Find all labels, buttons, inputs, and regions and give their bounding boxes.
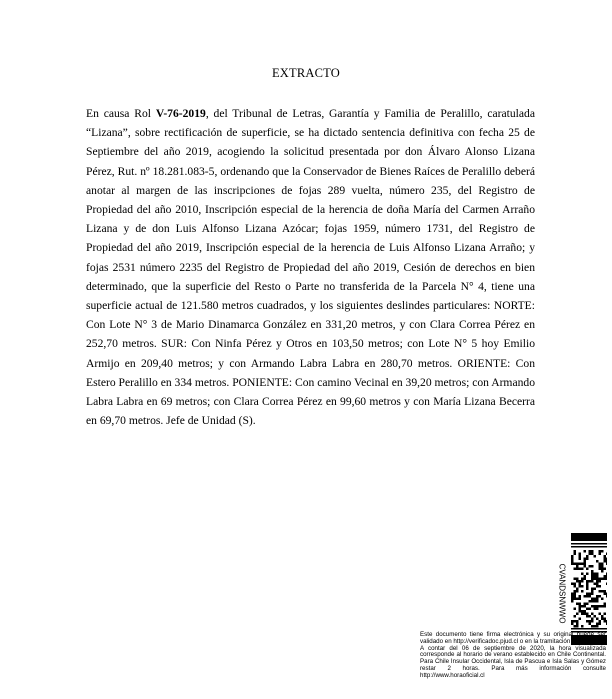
case-number: V-76-2019 [155, 107, 206, 120]
barcode-module [601, 605, 604, 608]
barcode-module [606, 620, 607, 623]
barcode-module [571, 598, 574, 601]
barcode-module [604, 575, 607, 578]
barcode-module [591, 618, 594, 621]
barcode-module [571, 563, 574, 566]
barcode-module [576, 613, 579, 616]
barcode-module [576, 580, 579, 583]
barcode-module [571, 555, 574, 558]
barcode-module [589, 595, 592, 598]
barcode-module [576, 563, 579, 566]
barcode-module [581, 610, 584, 613]
barcode-module [576, 568, 579, 571]
barcode-icon [571, 533, 607, 645]
barcode-module [596, 618, 599, 621]
barcode-module [599, 568, 602, 571]
barcode-module [599, 585, 602, 588]
barcode-module [579, 568, 582, 571]
barcode-module [591, 570, 594, 573]
barcode-module [584, 565, 587, 568]
barcode-module [606, 623, 607, 626]
barcode-module [586, 613, 589, 616]
barcode-module [601, 578, 604, 581]
verification-code [555, 563, 569, 623]
barcode-module [586, 620, 589, 623]
barcode-module [601, 568, 604, 571]
barcode-module [589, 580, 592, 583]
barcode-module [591, 613, 594, 616]
barcode-module [581, 563, 584, 566]
barcode-module [594, 608, 597, 611]
barcode-module [599, 613, 602, 616]
barcode-module [571, 595, 574, 598]
barcode-module [581, 605, 584, 608]
barcode-module [591, 565, 594, 568]
barcode-module [604, 558, 607, 561]
barcode-module [586, 558, 589, 561]
barcode-module [604, 605, 607, 608]
verification-footer [420, 632, 606, 680]
barcode-module [596, 585, 599, 588]
signature-notice: Este documento tiene firma electrónica y su original puede ser validado en http://verificadoc.pjud.cl o en la tramitación de la causa. [420, 631, 606, 645]
timezone-notice: A contar del 06 de septiembre de 2020, la hora visualizada corresponde al horario de verano establecido en Chile Continental. Para Chile Insular Occidental, Isla de Pascua e Isla Salas y Gómez restar 2 horas. Para más información consulte http://www.horaoficial.cl [420, 644, 606, 679]
barcode-module [579, 583, 582, 586]
barcode-module [591, 580, 594, 583]
extract-paragraph [86, 104, 535, 430]
barcode-module [596, 578, 599, 581]
barcode-module [589, 600, 592, 603]
barcode-module [579, 553, 582, 556]
barcode-module [604, 578, 607, 581]
barcode-module [576, 588, 579, 591]
barcode-module [574, 620, 577, 623]
barcode-module [589, 550, 592, 553]
barcode-module [589, 620, 592, 623]
barcode-module [594, 605, 597, 608]
barcode-module [581, 568, 584, 571]
barcode-module [594, 615, 597, 618]
barcode-module [571, 558, 574, 561]
barcode-module [574, 563, 577, 566]
barcode-module [586, 583, 589, 586]
barcode-module [604, 593, 607, 596]
barcode-module [601, 550, 604, 553]
barcode-module [574, 553, 577, 556]
barcode-module [591, 620, 594, 623]
barcode-module [579, 610, 582, 613]
barcode-module [576, 565, 579, 568]
barcode-module [606, 583, 607, 586]
barcode-module [591, 575, 594, 578]
barcode-module [606, 575, 607, 578]
barcode-module [599, 623, 602, 626]
barcode-module [591, 600, 594, 603]
paragraph-prefix: En causa Rol [86, 107, 156, 120]
barcode-module [596, 600, 599, 603]
barcode-module [596, 625, 599, 628]
barcode-module [606, 558, 607, 561]
barcode-module [576, 590, 579, 593]
barcode-module [579, 608, 582, 611]
barcode-module [594, 583, 597, 586]
barcode-module [579, 580, 582, 583]
barcode-module [606, 560, 607, 563]
barcode-module [591, 550, 594, 553]
barcode-module [606, 593, 607, 596]
barcode-module [604, 555, 607, 558]
barcode-module [594, 573, 597, 576]
barcode-module [599, 590, 602, 593]
barcode-module [579, 558, 582, 561]
barcode-module [579, 555, 582, 558]
barcode-module [589, 593, 592, 596]
barcode-module [599, 578, 602, 581]
barcode-module [574, 593, 577, 596]
barcode-module [596, 573, 599, 576]
barcode-module [574, 568, 577, 571]
barcode-module [586, 555, 589, 558]
barcode-module [591, 578, 594, 581]
barcode-module [596, 605, 599, 608]
barcode-module [599, 580, 602, 583]
barcode-module [594, 578, 597, 581]
barcode-module [581, 625, 584, 628]
barcode-module [574, 550, 577, 553]
barcode-module [579, 585, 582, 588]
barcode-module [584, 603, 587, 606]
barcode-module [574, 598, 577, 601]
barcode-module [606, 563, 607, 566]
barcode-module [574, 595, 577, 598]
barcode-module [589, 608, 592, 611]
barcode-module [586, 580, 589, 583]
barcode-module [586, 603, 589, 606]
barcode-module [596, 623, 599, 626]
barcode-module [606, 578, 607, 581]
barcode-module [581, 578, 584, 581]
barcode-module [599, 553, 602, 556]
barcode-module [589, 615, 592, 618]
barcode-module [584, 605, 587, 608]
barcode-module [604, 590, 607, 593]
barcode-module [586, 568, 589, 571]
barcode-module [594, 555, 597, 558]
barcode-module [574, 625, 577, 628]
barcode-module [589, 623, 592, 626]
barcode-module [581, 573, 584, 576]
barcode-module [574, 583, 577, 586]
barcode-module [606, 573, 607, 576]
barcode-module [594, 588, 597, 591]
barcode-module [576, 620, 579, 623]
barcode-module [591, 605, 594, 608]
barcode-module [579, 605, 582, 608]
barcode-module [601, 618, 604, 621]
barcode-module [594, 625, 597, 628]
barcode-module [599, 565, 602, 568]
barcode-module [586, 573, 589, 576]
barcode-module [601, 590, 604, 593]
barcode-module [584, 563, 587, 566]
barcode-module [591, 593, 594, 596]
barcode-module [576, 623, 579, 626]
barcode-module [596, 575, 599, 578]
barcode-module [579, 598, 582, 601]
barcode-module [574, 585, 577, 588]
barcode-module [576, 625, 579, 628]
barcode-module [571, 600, 574, 603]
barcode-module [579, 563, 582, 566]
barcode-module [606, 595, 607, 598]
barcode-module [596, 580, 599, 583]
barcode-module [571, 583, 574, 586]
barcode-module [586, 595, 589, 598]
barcode-module [579, 603, 582, 606]
barcode-module [591, 590, 594, 593]
barcode-module [594, 575, 597, 578]
barcode-module [604, 560, 607, 563]
barcode-module [599, 595, 602, 598]
barcode-module [581, 590, 584, 593]
barcode-module [579, 595, 582, 598]
barcode-module [596, 560, 599, 563]
paragraph-body: , del Tribunal de Letras, Garantía y Familia de Peralillo, caratulada “Lizana”, sobre rectificación de superficie, se ha dictado sentencia definitiva con fecha 25 de Septiembre del año 2019, acogiendo la solicitud presentada por don Álvaro Alonso Lizana Pérez, Rut. nº 18.281.083-5, ordenando que la Conservador de Bienes Raíces de Peralillo deberá anotar al margen de las inscripciones de fojas 289 vuelta, número 235, del Registro de Propiedad del año 2010, Inscripción especial de la herencia de doña María del Carmen Arraño Lizana y de don Luis Alfonso Lizana Azócar; fojas 1959, número 1731, del Registro de Propiedad del año 2019, Inscripción especial de la herencia de Luis Alfonso Lizana Arraño; y fojas 2531 número 2235 del Registro de Propiedad del año 2019, Cesión de derechos en bien determinado, que la superficie del Resto o Parte no transferida de la Parcela N° 4, tiene una superficie actual de 121.580 metros cuadrados, y los siguientes deslindes particulares: NORTE: Con Lote N° 3 de Mario Dinamarca González en 331,20 metros, y con Clara Correa Pérez en 252,70 metros. SUR: Con Ninfa Pérez y Otros en 103,50 metros; con Lote N° 5 hoy Emilio Armijo en 209,40 metros; y con Armando Labra Labra en 280,70 metros. ORIENTE: Con Estero Peralillo en 334 metros. PONIENTE: Con camino Vecinal en 39,20 metros; con Armando Labra Labra en 69 metros; con Clara Correa Pérez en 99,60 metros y con María Lizana Becerra en 69,70 metros. Jefe de Unidad (S). [86, 107, 535, 428]
barcode-module [596, 598, 599, 601]
barcode-module [584, 595, 587, 598]
barcode-module [579, 618, 582, 621]
barcode-module [599, 550, 602, 553]
barcode-module [571, 620, 574, 623]
barcode-module [599, 605, 602, 608]
barcode-module [584, 558, 587, 561]
barcode-module [604, 618, 607, 621]
barcode-module [596, 608, 599, 611]
barcode-module [594, 598, 597, 601]
barcode-module [601, 615, 604, 618]
barcode-module [584, 560, 587, 563]
barcode-module [604, 603, 607, 606]
barcode-module [601, 570, 604, 573]
barcode-module [586, 585, 589, 588]
barcode-module [571, 623, 574, 626]
barcode-module [601, 598, 604, 601]
barcode-module [586, 608, 589, 611]
barcode-module [604, 613, 607, 616]
barcode-module [571, 560, 574, 563]
barcode-module [571, 593, 574, 596]
barcode-module [599, 620, 602, 623]
barcode-module [599, 563, 602, 566]
barcode-module [584, 578, 587, 581]
barcode-module [589, 565, 592, 568]
barcode-module [591, 573, 594, 576]
barcode-module [604, 620, 607, 623]
barcode-module [574, 615, 577, 618]
barcode-module [581, 580, 584, 583]
barcode-module [604, 568, 607, 571]
barcode-module [574, 608, 577, 611]
barcode-module [601, 565, 604, 568]
barcode-module [596, 595, 599, 598]
barcode-module [589, 553, 592, 556]
barcode-module [586, 615, 589, 618]
barcode-module [596, 583, 599, 586]
barcode-module [574, 590, 577, 593]
barcode-module [586, 593, 589, 596]
barcode-module [581, 613, 584, 616]
barcode-module [591, 598, 594, 601]
barcode-module [576, 598, 579, 601]
barcode-module [581, 585, 584, 588]
barcode-module [591, 625, 594, 628]
barcode-module [584, 610, 587, 613]
verification-code-label: CVANDSNWWO [557, 563, 567, 623]
barcode-module [574, 578, 577, 581]
barcode-module [576, 603, 579, 606]
barcode-module [584, 613, 587, 616]
barcode-module [586, 588, 589, 591]
barcode-module [601, 563, 604, 566]
barcode-module [606, 553, 607, 556]
document-title: EXTRACTO [271, 66, 341, 80]
barcode-module [591, 553, 594, 556]
barcode-module [584, 550, 587, 553]
barcode-module [594, 600, 597, 603]
barcode-module [584, 575, 587, 578]
barcode-module [591, 588, 594, 591]
barcode-module [576, 578, 579, 581]
